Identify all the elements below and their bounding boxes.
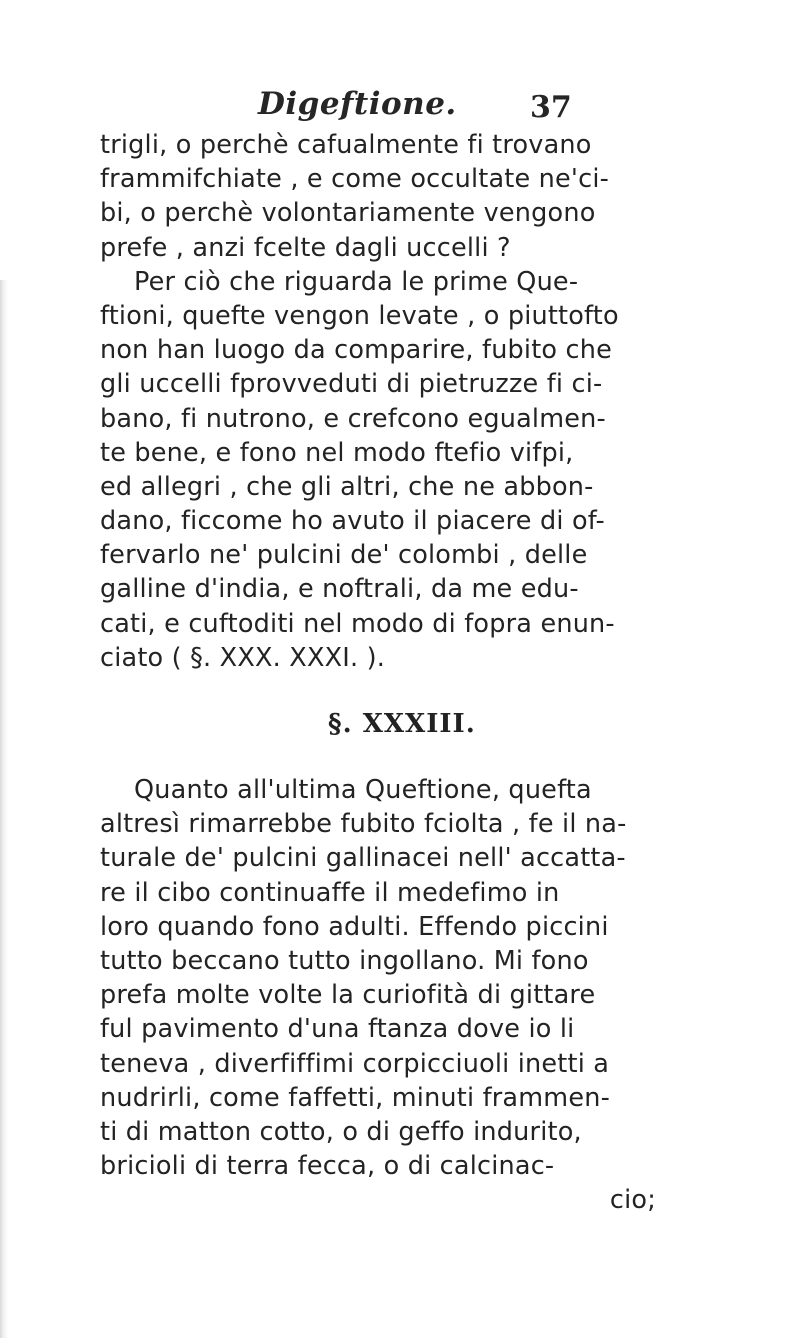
text-line: ciato ( §. XXX. XXXI. ). xyxy=(100,642,386,673)
paragraph-continued xyxy=(100,128,700,265)
text-line: re il cibo continuaffe il medefimo in xyxy=(100,877,560,908)
text-line: ful pavimento d'una ftanza dove io li xyxy=(100,1014,575,1045)
running-head xyxy=(258,86,578,130)
text-line: non han luogo da comparire, fubito che xyxy=(100,335,612,366)
text-line: gli uccelli fprovveduti di pietruzze fi ci- xyxy=(100,369,603,400)
text-line: frammifchiate , e come occultate ne'ci- xyxy=(100,164,610,195)
text-line: ed allegri , che gli altri, che ne abbon- xyxy=(100,471,594,502)
section-heading: §. XXXIII. xyxy=(328,709,476,739)
spacer xyxy=(100,741,700,773)
text-line: trigli, o perchè cafualmente fi trovano xyxy=(100,130,592,160)
page-number: 37 xyxy=(530,90,572,125)
spacer xyxy=(100,675,700,707)
text-line: bano, fi nutrono, e crefcono egualmen- xyxy=(100,403,606,434)
text-line: tutto beccano tutto ingollano. Mi fono xyxy=(100,945,589,976)
text-line: fervarlo ne' pulcini de' colombi , delle xyxy=(100,540,588,571)
text-line: turale de' pulcini gallinacei nell' accatta- xyxy=(100,843,626,874)
text-line: altresì rimarrebbe fubito fciolta , fe il na- xyxy=(100,809,627,840)
text-line: dano, ficcome ho avuto il piacere di of- xyxy=(100,506,605,537)
text-line: Quanto all'ultima Queftione, quefta xyxy=(134,775,592,805)
text-line: bi, o perchè volontariamente vengono xyxy=(100,198,596,229)
text-line: teneva , diverfiffimi corpicciuoli inetti a xyxy=(100,1048,610,1079)
text-line: Per ciò che riguarda le prime Que- xyxy=(134,266,579,297)
text-line: bricioli di terra fecca, o di calcinac- xyxy=(100,1151,555,1182)
text-line: ftioni, quefte vengon levate , o piuttofto xyxy=(100,300,619,331)
text-line: prefe , anzi fcelte dagli uccelli ? xyxy=(100,232,511,263)
text-line: nudrirli, come faffetti, minuti frammen- xyxy=(100,1082,610,1113)
text-line: te bene, e fono nel modo ftefio vifpi, xyxy=(100,437,574,468)
paragraph-ultima-questione xyxy=(100,773,700,1183)
text-line: loro quando fono adulti. Effendo piccini xyxy=(100,911,609,942)
text-line: cati, e cuftoditi nel modo di fopra enun- xyxy=(100,608,615,639)
catchword: cio; xyxy=(609,1185,656,1216)
text-line: ti di matton cotto, o di geffo indurito, xyxy=(100,1116,582,1147)
paragraph-prime-questioni xyxy=(100,265,700,675)
running-head-title: Digeftione. xyxy=(258,86,457,122)
body-text xyxy=(100,128,700,1217)
text-line: galline d'india, e noftrali, da me edu- xyxy=(100,574,579,605)
text-line: prefa molte volte la curiofità di gittare xyxy=(100,980,596,1011)
page-gutter-shadow xyxy=(0,280,14,1338)
